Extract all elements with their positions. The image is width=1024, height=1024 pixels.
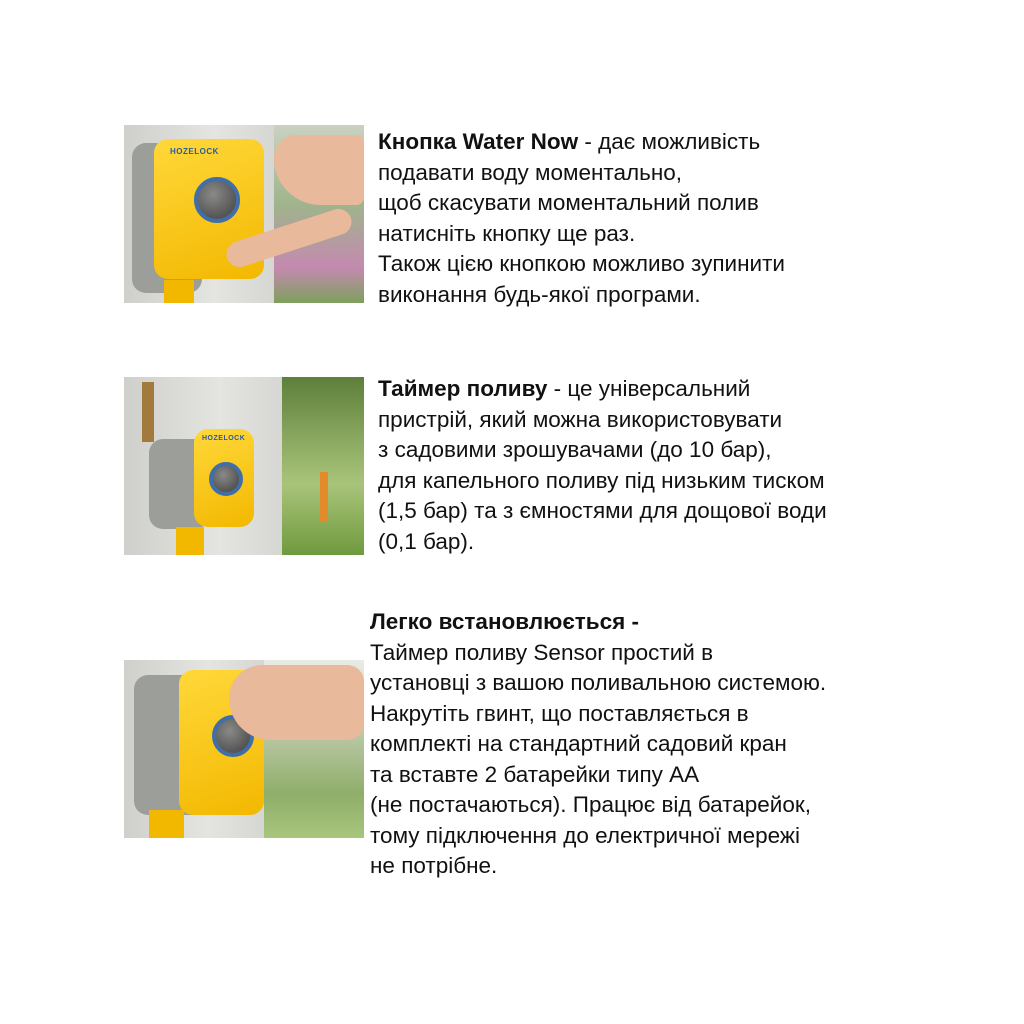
hose-connector <box>149 810 184 838</box>
text-line: з садовими зрошувачами (до 10 бар), <box>378 437 772 462</box>
section-intro: - дає можливість <box>578 129 761 154</box>
text-line: (0,1 бар). <box>378 528 475 554</box>
section-title: Кнопка Water Now <box>378 129 579 154</box>
text-line: Також цією кнопкою можливо зупинити <box>378 251 785 276</box>
text-line: (не постачаються). Працює від батарейок, <box>370 792 811 817</box>
hose-connector <box>164 280 194 303</box>
tap <box>142 382 154 442</box>
water-now-photo <box>124 125 364 303</box>
timer-dial <box>209 462 243 496</box>
text-line: Накрутіть гвинт, що поставляється в <box>370 700 749 726</box>
installation-photo <box>124 660 364 838</box>
brand-logo: HOZELOCK <box>202 435 246 442</box>
section-installation <box>370 607 826 882</box>
text-line: натисніть кнопку ще раз. <box>378 220 636 246</box>
garden-background <box>282 377 364 555</box>
text-line: для капельного поливу під низьким тиском <box>378 467 825 493</box>
text-line: (1,5 бар) та з ємностями для дощової води <box>378 498 827 523</box>
text-line: установці з вашою поливальною системою. <box>370 670 827 695</box>
section-title: Легко встановлюється <box>370 609 626 634</box>
brand-logo: HOZELOCK <box>170 147 219 156</box>
section-title: Таймер поливу <box>378 376 548 401</box>
section-water-timer <box>378 374 827 557</box>
section-water-now <box>378 127 785 310</box>
sprinkler <box>320 472 328 522</box>
text-line: пристрій, який можна використовувати <box>378 406 783 432</box>
text-line: комплекті на стандартний садовий кран <box>370 731 787 756</box>
section-intro: - це універсальний <box>547 376 751 401</box>
section-intro: - <box>625 609 639 634</box>
text-line: виконання будь-якої програми. <box>378 281 701 307</box>
timer-tap-photo <box>124 377 364 555</box>
text-line: не потрібне. <box>370 853 498 878</box>
text-line: тому підключення до електричної мережі <box>370 822 800 848</box>
text-line: щоб скасувати моментальний полив <box>378 190 759 215</box>
text-line: та вставте 2 батарейки типу АА <box>370 761 700 787</box>
text-line: Таймер поливу Sensor простий в <box>370 639 714 665</box>
hand <box>229 665 364 740</box>
text-line: подавати воду моментально, <box>378 159 683 185</box>
hose-connector <box>176 527 204 555</box>
timer-dial <box>194 177 240 223</box>
